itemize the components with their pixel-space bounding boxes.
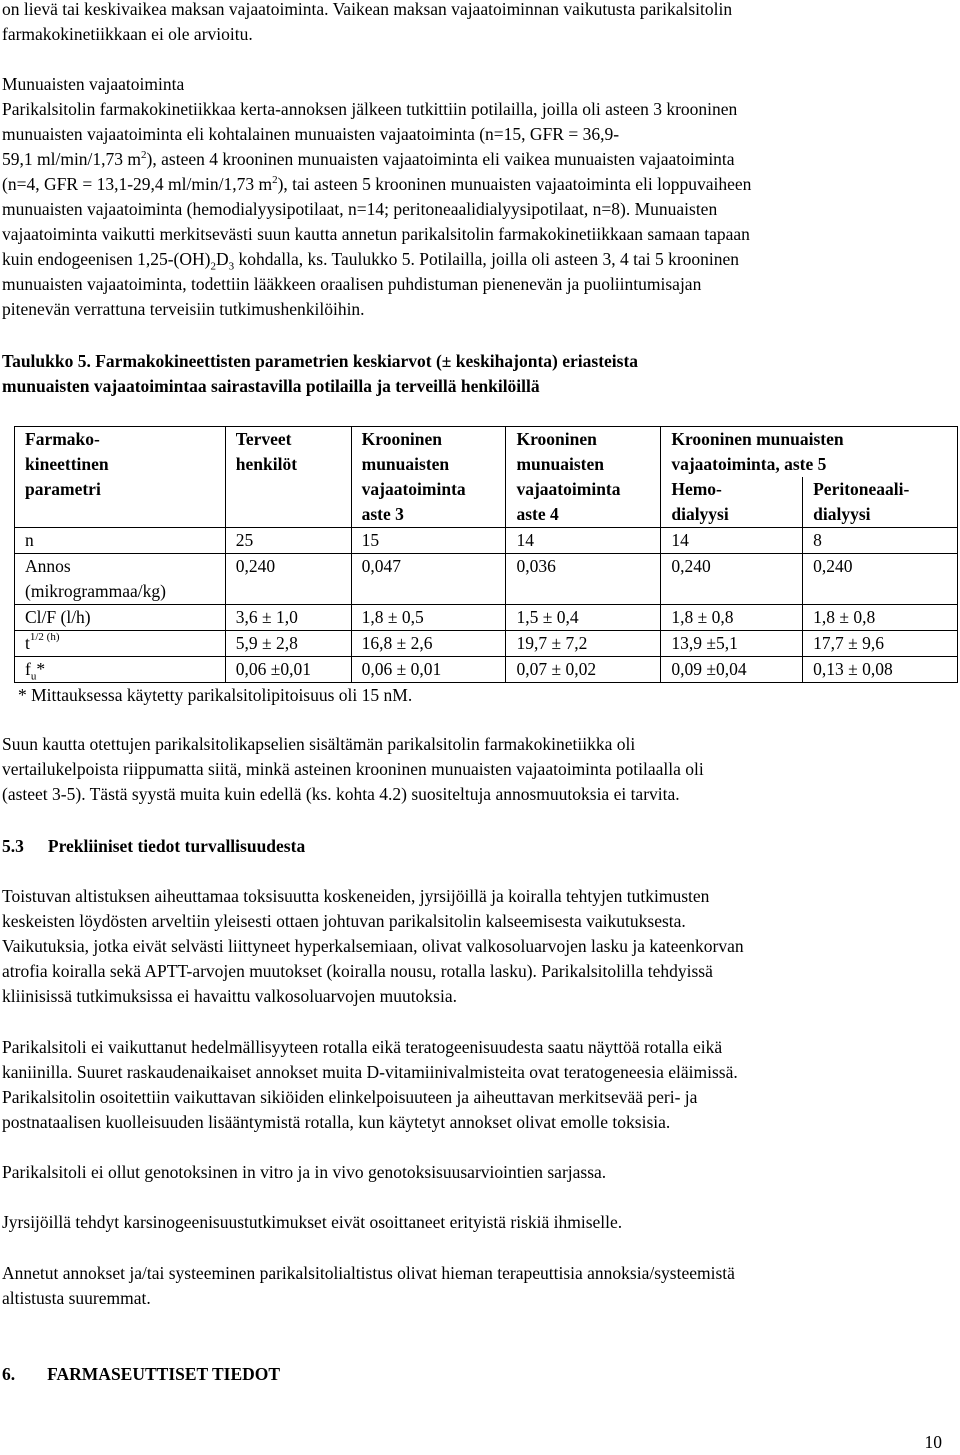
section-title: Prekliiniset tiedot turvallisuudesta — [47, 836, 306, 856]
text-line: farmakokinetiikkaan ei ole arvioitu. — [2, 24, 253, 44]
text-fragment: kuin endogeenisen 1,25-(OH) — [2, 249, 211, 269]
table-cell: 1,5 ± 0,4 — [506, 605, 661, 631]
text-line: postnataalisen kuolleisuuden lisääntymistä rotalla, kun käytetyt annokset olivat emolle toksisia. — [2, 1112, 671, 1132]
subscript: 2 — [210, 260, 216, 273]
text-fragment: kohdalla, ks. Taulukko 5. Potilailla, joilla oli asteen 3, 4 tai 5 krooninen — [234, 249, 740, 269]
caption-line: munuaisten vajaatoimintaa sairastavilla potilailla ja terveillä henkilöillä — [2, 376, 540, 396]
text-line: (asteet 3-5). Tästä syystä muita kuin edellä (ks. kohta 4.2) suositeltuja annosmuutoksia ei tarvita. — [2, 784, 680, 804]
header-parameter: Farmako- kineettinen parametri — [15, 427, 226, 528]
table-cell: 8 — [803, 528, 958, 554]
subscript: 3 — [228, 260, 235, 273]
text-line: Parikalsitolin osoitettiin vaikuttavan sikiöiden elinkelpoisuuteen ja aiheuttavan merkitsevää peri- ja — [2, 1087, 698, 1107]
superscript: 2 — [272, 174, 278, 187]
text-line: vajaatoiminta vaikutti merkitsevästi suun kautta annetun parikalsitolin farmakokinetiikkaan samaan tapaan — [2, 224, 750, 244]
text-line — [2, 147, 956, 172]
table-cell: 0,240 — [225, 554, 351, 605]
table-cell: 1,8 ± 0,8 — [803, 605, 958, 631]
table-cell: 13,9 ±5,1 — [661, 631, 803, 657]
row-param: Cl/F (l/h) — [15, 605, 226, 631]
table-cell: 16,8 ± 2,6 — [351, 631, 506, 657]
oral-paragraph — [2, 732, 956, 807]
text-line: Parikalsitoli ei vaikuttanut hedelmällisyyteen rotalla eikä teratogeenisuudesta saatu näyttöä rotalla eikä — [2, 1037, 723, 1057]
header-stage-3: Krooninen munuaisten vajaatoiminta aste 3 — [351, 427, 506, 528]
text-line: keskeisten löydösten arveltiin yleisesti ottaen johtuvan parikalsitolin kalseemisesta vaikutuksesta. — [2, 911, 686, 931]
table-cell: 17,7 ± 9,6 — [803, 631, 958, 657]
text-line: Parikalsitolin farmakokinetiikkaa kerta-annoksen jälkeen tutkittiin potilailla, joilla oli asteen 3 krooninen — [2, 99, 738, 119]
text-line: munuaisten vajaatoiminta eli kohtalainen munuaisten vajaatoiminta (n=15, GFR = 36,9- — [2, 124, 620, 144]
header-healthy: Terveet henkilöt — [225, 427, 351, 528]
text-line: Vaikutuksia, jotka eivät selvästi liittyneet hyperkalsemiaan, olivat valkosoluarvojen lasku ja kateenkorvan — [2, 936, 744, 956]
param-symbol: f — [25, 659, 31, 679]
table-caption — [2, 349, 956, 399]
text-line: Annetut annokset ja/tai systeeminen parikalsitolialtistus olivat hieman terapeuttisia annoksia/systeemistä — [2, 1263, 735, 1283]
heading-line — [2, 834, 956, 859]
table-cell: 0,06 ±0,01 — [225, 657, 351, 683]
section-6-heading — [2, 1362, 956, 1387]
section-5-3-heading — [2, 834, 956, 859]
text-line: Jyrsijöillä tehdyt karsinogeenisuustutkimukset eivät osoittaneet erityistä riskiä ihmiselle. — [2, 1212, 623, 1232]
text-fragment: (n=4, GFR = 13,1-29,4 ml/min/1,73 m — [2, 174, 273, 194]
text-fragment: 59,1 ml/min/1,73 m — [2, 149, 142, 169]
text-line: kliinisissä tutkimuksissa ei havaittu valkosoluarvojen muutoksia. — [2, 986, 457, 1006]
param-subscript: u — [30, 670, 37, 683]
preclinical-paragraph-1 — [2, 884, 956, 1009]
table-cell: 1,8 ± 0,8 — [661, 605, 803, 631]
table-row — [15, 657, 958, 683]
table-header-row — [15, 427, 958, 478]
table-footnote: * Mittauksessa käytetty parikalsitolipitoisuus oli 15 nM. — [18, 685, 413, 705]
text-line — [2, 172, 956, 197]
row-param: n — [15, 528, 226, 554]
text-line — [2, 247, 956, 272]
preclinical-paragraph-4 — [2, 1210, 956, 1235]
text-line: munuaisten vajaatoiminta, todettiin lääkkeen oraalisen puhdistuman pienenevän ja puoliintumisajan — [2, 274, 702, 294]
table-cell: 5,9 ± 2,8 — [225, 631, 351, 657]
text-line: on lievä tai keskivaikea maksan vajaatoiminta. Vaikean maksan vajaatoiminnan vaikutusta parikalsitolin — [2, 0, 733, 19]
section-number: 5.3 — [2, 836, 24, 856]
table-cell: 0,06 ± 0,01 — [351, 657, 506, 683]
table-cell: 14 — [506, 528, 661, 554]
pk-parameters-table — [14, 426, 958, 683]
preclinical-paragraph-3 — [2, 1160, 956, 1185]
table-cell: 0,240 — [661, 554, 803, 605]
text-line: munuaisten vajaatoiminta (hemodialyysipotilaat, n=14; peritoneaalidialyysipotilaat, n=8). Munuaisten — [2, 199, 718, 219]
heading-line — [2, 1362, 956, 1387]
row-param — [15, 657, 226, 683]
table-row — [15, 605, 958, 631]
table-cell: 25 — [225, 528, 351, 554]
text-line: kaniinilla. Suuret raskaudenaikaiset annokset muita D-vitamiinivalmisteita ovat teratogeneesia eläimissä. — [2, 1062, 738, 1082]
table-cell: 0,036 — [506, 554, 661, 605]
renal-heading: Munuaisten vajaatoiminta — [2, 74, 185, 94]
text-line: atrofia koiralla sekä APTT-arvojen muutokset (koiralla nousu, rotalla lasku). Parikalsitolilla tehdyissä — [2, 961, 713, 981]
intro-paragraph — [2, 0, 956, 47]
text-line: Suun kautta otettujen parikalsitolikapselien sisältämän parikalsitolin farmakokinetiikka oli — [2, 734, 636, 754]
param-symbol: t — [25, 633, 30, 653]
table-cell: 14 — [661, 528, 803, 554]
text-line: Toistuvan altistuksen aiheuttamaa toksisuutta koskeneiden, jyrsijöillä ja koiralla tehtyjen tutkimusten — [2, 886, 710, 906]
page-number: 10 — [924, 1432, 942, 1452]
text-line: pitenevän verrattuna terveisiin tutkimushenkilöihin. — [2, 299, 365, 319]
superscript: 2 — [141, 149, 147, 162]
section-number: 6. — [2, 1364, 16, 1384]
table-cell: 19,7 ± 7,2 — [506, 631, 661, 657]
table-row — [15, 631, 958, 657]
table-cell: 0,047 — [351, 554, 506, 605]
table-cell: 0,09 ±0,04 — [661, 657, 803, 683]
text-fragment: ), asteen 4 krooninen munuaisten vajaatoiminta eli vaikea munuaisten vajaatoiminta — [146, 149, 735, 169]
header-hemodialysis: Hemo- dialyysi — [661, 477, 803, 528]
renal-paragraph — [2, 72, 956, 322]
header-stage-4: Krooninen munuaisten vajaatoiminta aste 4 — [506, 427, 661, 528]
header-stage-5: Krooninen munuaisten vajaatoiminta, aste 5 — [661, 427, 958, 478]
preclinical-paragraph-5 — [2, 1261, 956, 1311]
row-param — [15, 631, 226, 657]
section-title: FARMASEUTTISET TIEDOT — [47, 1364, 281, 1384]
row-param: Annos (mikrogrammaa/kg) — [15, 554, 226, 605]
preclinical-paragraph-2 — [2, 1035, 956, 1135]
text-fragment: ), tai asteen 5 krooninen munuaisten vajaatoiminta eli loppuvaiheen — [277, 174, 752, 194]
table-cell: 3,6 ± 1,0 — [225, 605, 351, 631]
table-cell: 15 — [351, 528, 506, 554]
table-cell: 0,13 ± 0,08 — [803, 657, 958, 683]
text-line: Parikalsitoli ei ollut genotoksinen in vitro ja in vivo genotoksisuusarviointien sarjassa. — [2, 1162, 607, 1182]
header-peritoneal: Peritoneaali- dialyysi — [803, 477, 958, 528]
text-line: altistusta suuremmat. — [2, 1288, 151, 1308]
text-fragment: D — [216, 249, 229, 269]
table-cell: 1,8 ± 0,5 — [351, 605, 506, 631]
param-superscript: 1/2 (h) — [29, 631, 60, 644]
param-asterisk: * — [36, 659, 46, 679]
table-row — [15, 528, 958, 554]
text-line: vertailukelpoista riippumatta siitä, minkä asteinen krooninen munuaisten vajaatoiminta potilaalla oli — [2, 759, 704, 779]
caption-line: Taulukko 5. Farmakokineettisten parametrien keskiarvot (± keskihajonta) eriasteista — [2, 351, 639, 371]
table-cell: 0,07 ± 0,02 — [506, 657, 661, 683]
table-row — [15, 554, 958, 605]
table-cell: 0,240 — [803, 554, 958, 605]
